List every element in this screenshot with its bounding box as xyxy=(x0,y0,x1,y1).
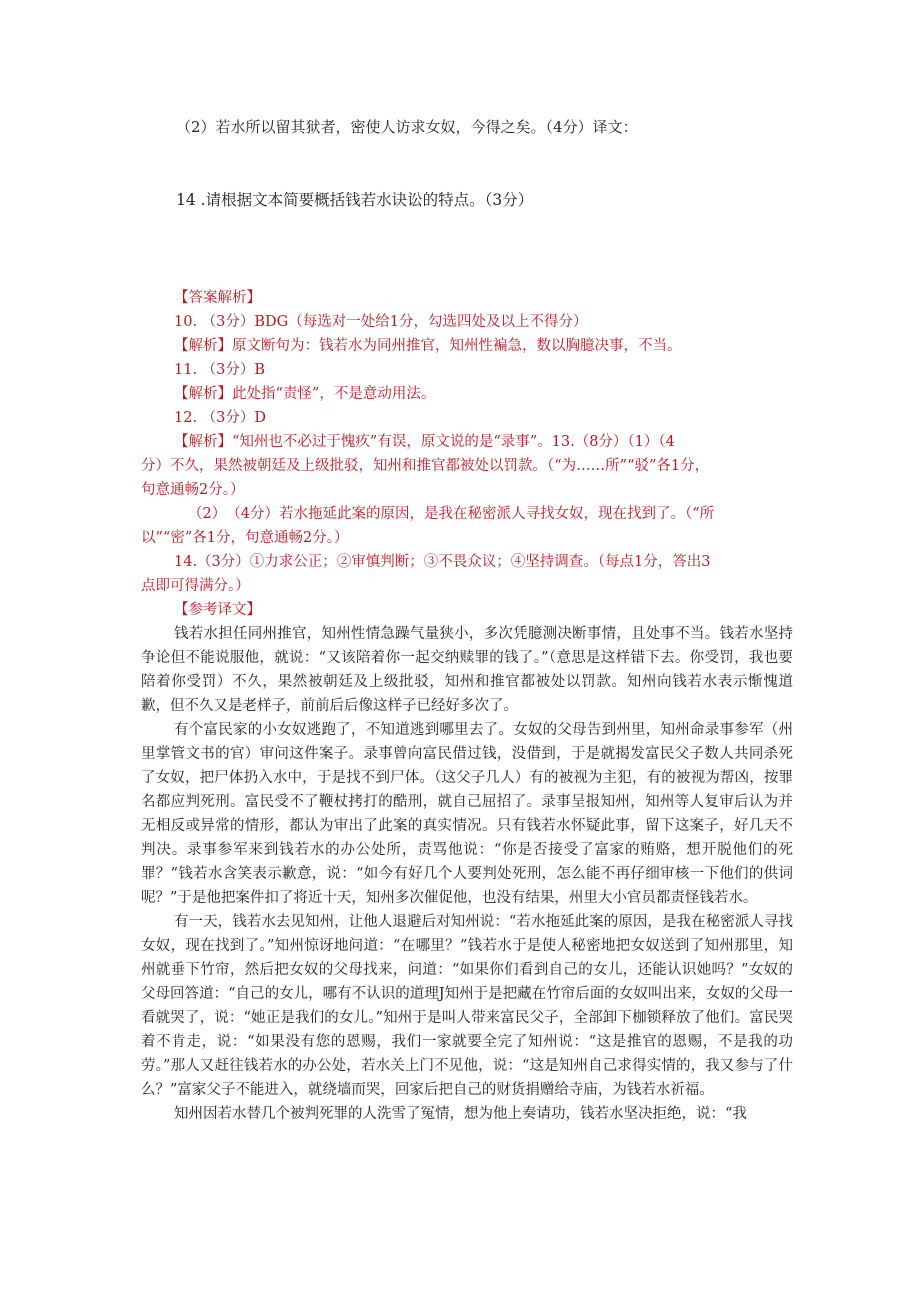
answer-10-analysis: 【解析】原文断句为：钱若水为同州推官，知州性褊急，数以胸臆决事，不当。 xyxy=(174,338,682,354)
answer-14-line-1: 14.（3分）①力求公正；②审慎判断；③不畏众议；④坚持调查。（每点1分，答出3 xyxy=(174,554,711,570)
answer-12-analysis-line-3: 句意通畅2分。） xyxy=(141,482,245,498)
reference-translation-header: 【参考译文】 xyxy=(174,602,261,618)
reference-translation xyxy=(141,622,793,1126)
translation-paragraph-2: 有个富民家的小女奴逃跑了，不知道逃到哪里去了。女奴的父母告到州里，知州命录事参军（州里掌管文书的官）审问这件案子。录事曾向富民借过钱，没借到，于是就揭发富民父子数人共同杀死了女奴，把尸体扔入水中，于是找不到尸体。（这父子几人）有的被视为主犯，有的被视为帮凶，按罪名都应判死刑。富民受不了鞭杖拷打的酷刑，就自己屈招了。录事呈报知州，知州等人复审后认为并无相反或异常的情形，都认为审出了此案的真实情况。只有钱若水怀疑此事，留下这案子，好几天不判决。录事参军来到钱若水的办公处所，责骂他说：“你是否接受了富家的贿赂，想开脱他们的死罪？”钱若水含笑表示歉意，说：“如今有好几个人要判处死刑，怎么能不再仔细审核一下他们的供词呢？”于是他把案件扣了将近十天，知州多次催促他，也没有结果，州里大小官员都责怪钱若水。 xyxy=(141,722,793,906)
answer-13-2-line-1: （2） （4分）若水拖延此案的原因，是我在秘密派人寻找女奴，现在找到了。（“所 xyxy=(188,506,715,522)
question-14: 14 .请根据文本简要概括钱若水诀讼的特点。（3分） xyxy=(176,191,534,209)
answer-12: 12. （3分）D xyxy=(174,410,267,426)
answer-11: 11. （3分）B xyxy=(174,362,266,378)
question-13-2: （2）若水所以留其狱者，密使人访求女奴，今得之矣。（4分）译文： xyxy=(176,118,638,136)
answer-header: 【答案解析】 xyxy=(174,290,261,306)
translation-paragraph-4: 知州因若水替几个被判死罪的人洗雪了冤情，想为他上奏请功，钱若水坚决拒绝，说：“我 xyxy=(174,1106,747,1122)
translation-paragraph-3: 有一天，钱若水去见知州，让他人退避后对知州说：“若水拖延此案的原因，是我在秘密派人寻找女奴，现在找到了。”知州惊讶地问道：“在哪里？”钱若水于是使人秘密地把女奴送到了知州那里，知州就垂下竹帘，然后把女奴的父母找来，问道：“如果你们看到自己的女儿，还能认识她吗？”女奴的父母回答道：“自己的女儿，哪有不认识的道理J知州于是把藏在竹帘后面的女奴叫出来，女奴的父母一看就哭了，说：“她正是我们的女儿。”知州于是叫人带来富民父子，全部卸下枷锁释放了他们。富民哭着不肯走，说：“如果没有您的恩赐，我们一家就要全完了知州说：“这是推官的恩赐，不是我的功劳。”那人又赶往钱若水的办公处，若水关上门不见他，说：“这是知州自己求得实情的，我又参与了什么？”富家父子不能进入，就绕墙而哭，回家后把自己的财货捐赠给寺庙，为钱若水祈福。 xyxy=(141,914,793,1098)
answer-13-2-line-2: 以”“密”各1分，句意通畅2分。） xyxy=(141,530,349,546)
answer-12-analysis-line-1: 【解析】“知州也不必过于愧疚”有误，原文说的是“录事”。13.（8分）（1）（4 xyxy=(174,434,675,450)
answer-10: 10. （3分）BDG（每选对一处给1分，勾选四处及以上不得分） xyxy=(174,314,588,330)
translation-paragraph-1: 钱若水担任同州推官，知州性情急躁气量狭小，多次凭臆测决断事情，且处事不当。钱若水坚持争论但不能说服他，就说：“又该陪着你一起交纳赎罪的钱了。”（意思是这样错下去。你受罚，我也要陪着你受罚）不久，果然被朝廷及上级批驳，知州和推官都被处以罚款。知州向钱若水表示惭愧道歉，但不久又是老样子，前前后后像这样子已经好多次了。 xyxy=(141,626,793,714)
answer-11-analysis: 【解析】此处指“责怪”，不是意动用法。 xyxy=(174,386,436,402)
answer-14-line-2: 点即可得满分。） xyxy=(141,578,250,594)
answer-section xyxy=(141,286,801,622)
answer-12-analysis-line-2: 分）不久，果然被朝廷及上级批驳，知州和推官都被处以罚款。（“为……所”“驳”各1分， xyxy=(141,458,710,474)
